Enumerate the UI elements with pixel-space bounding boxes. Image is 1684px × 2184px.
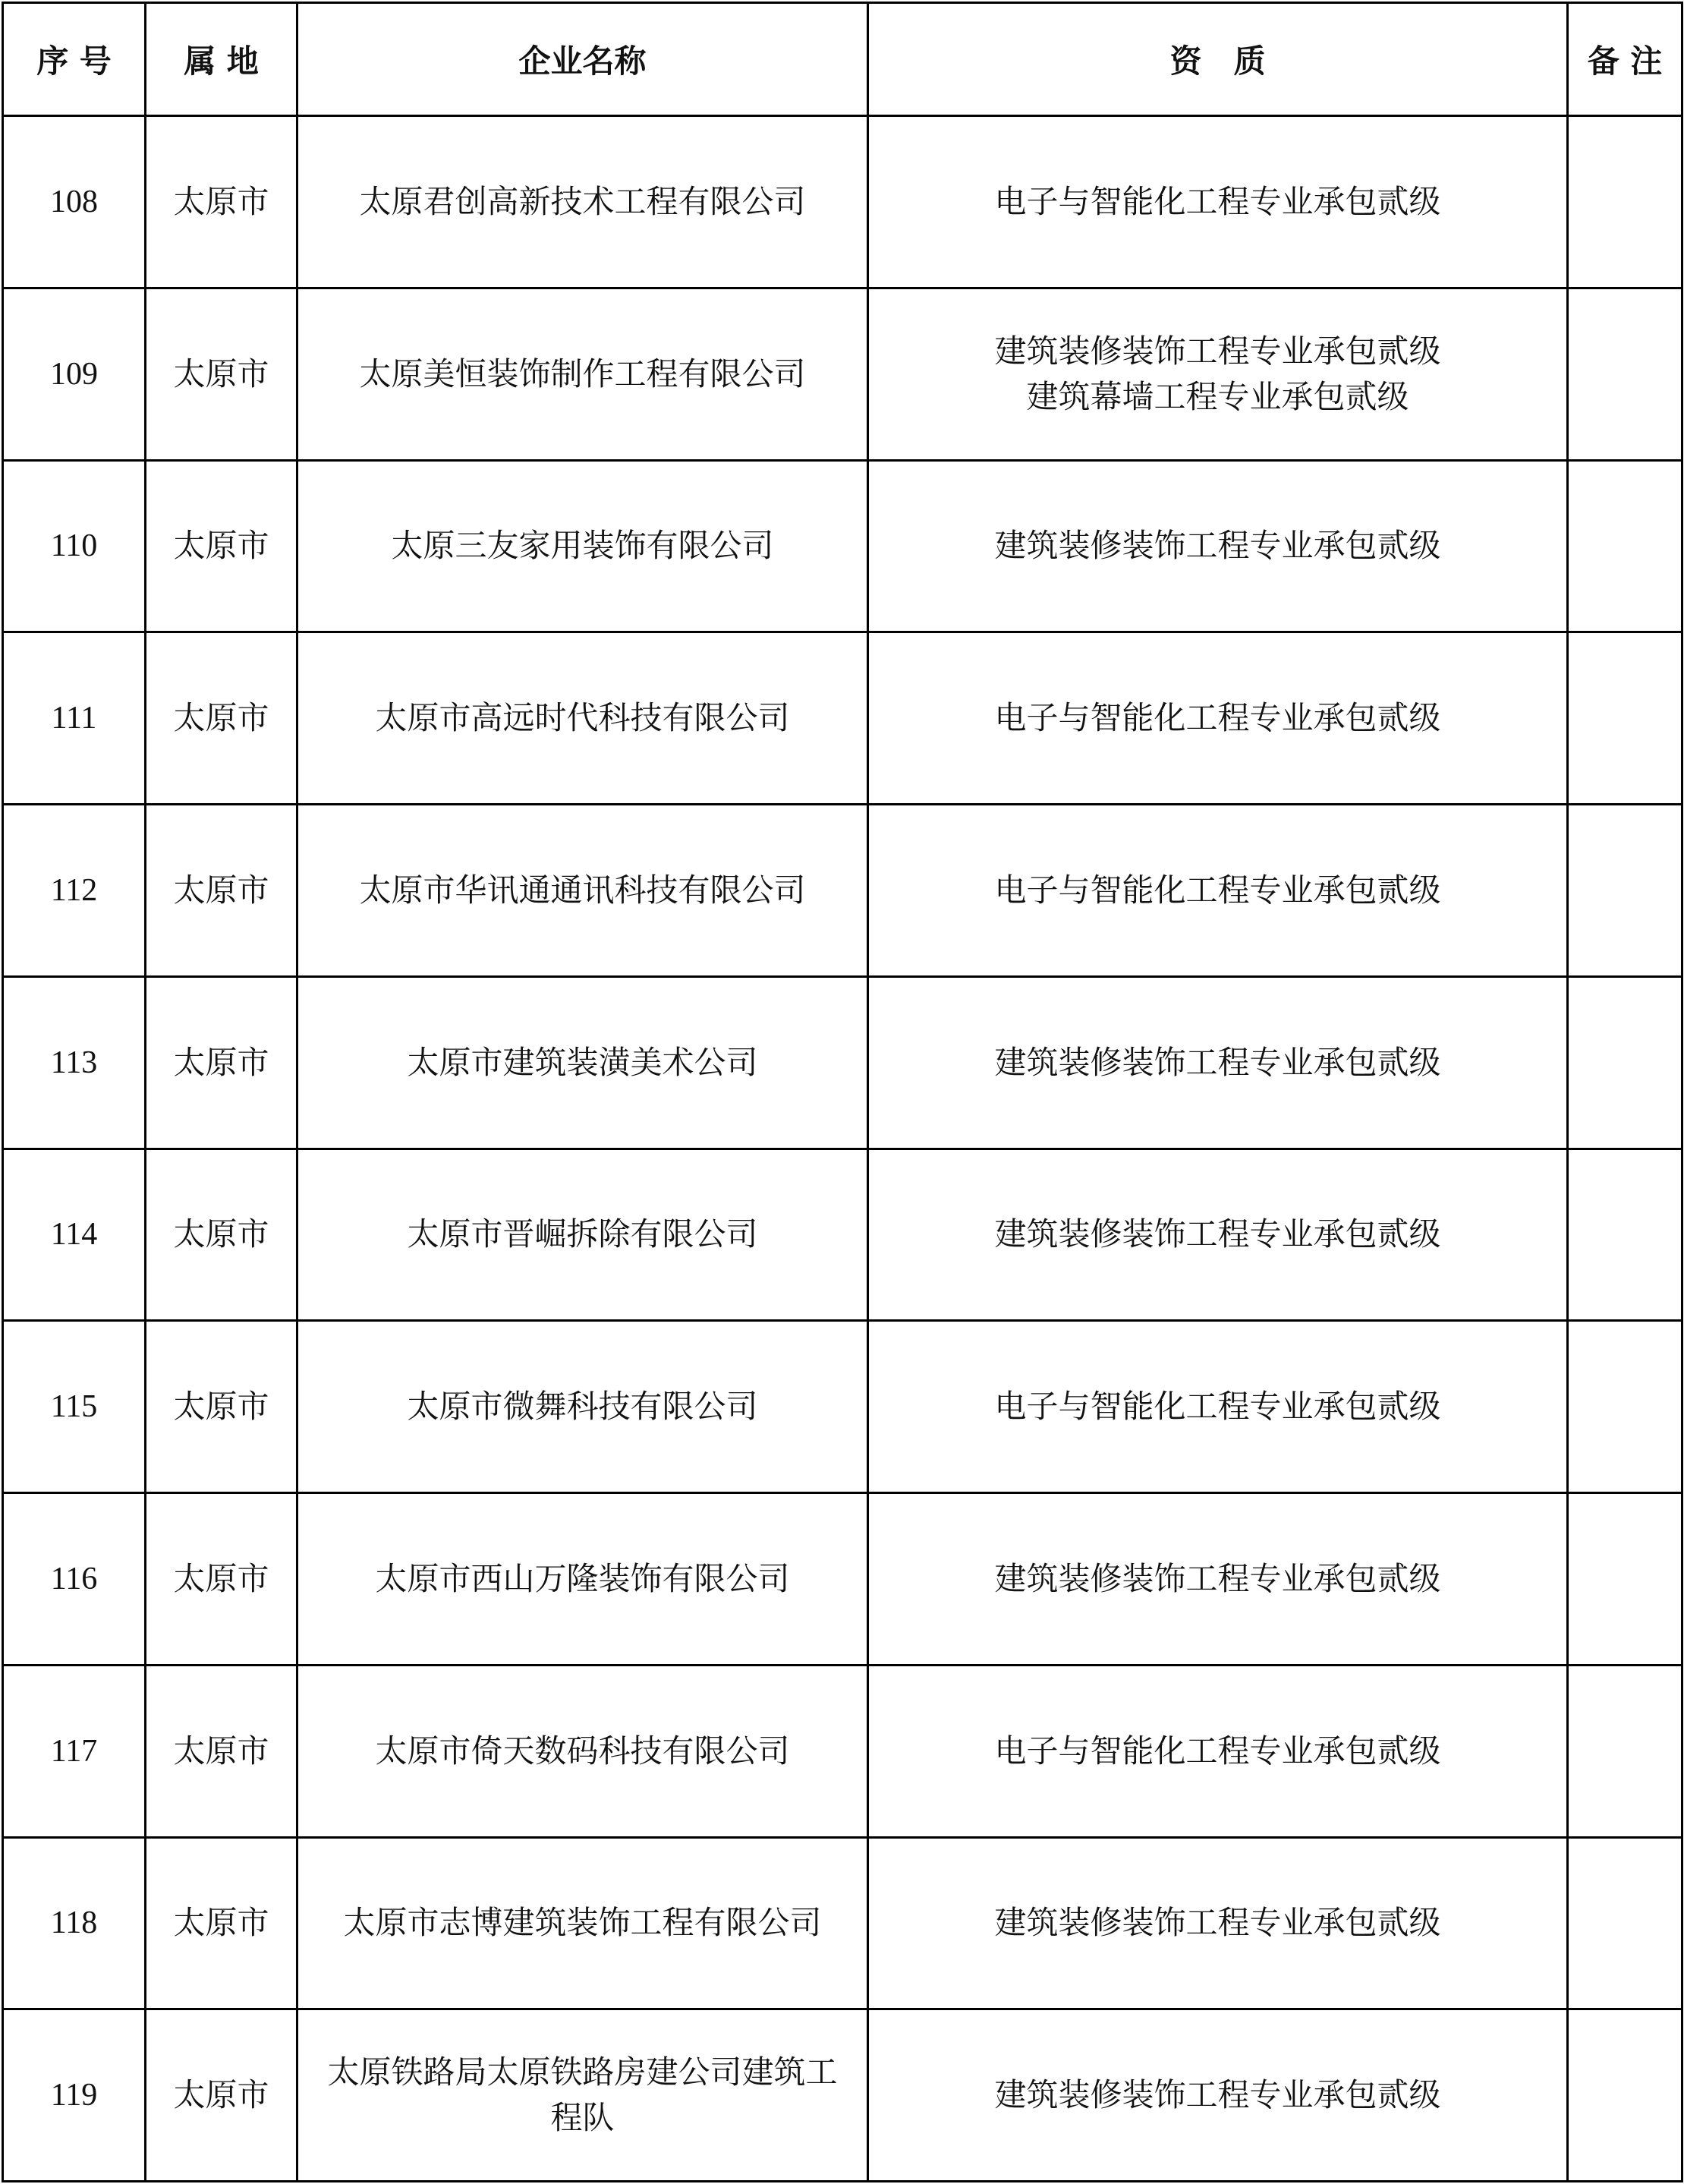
table-row xyxy=(3,805,1682,977)
cell-qualification xyxy=(868,1149,1568,1321)
cell-remarks xyxy=(1568,116,1682,288)
cell-company xyxy=(297,2009,868,2182)
cell-remarks xyxy=(1568,288,1682,460)
table-row xyxy=(3,976,1682,1149)
enterprise-qualification-table xyxy=(2,2,1683,2182)
header-row xyxy=(3,3,1682,116)
qualification-line: 建筑幕墙工程专业承包贰级 xyxy=(1026,377,1409,415)
cell-qualification xyxy=(868,288,1568,460)
header-remarks: 备 注 xyxy=(1568,3,1682,116)
company-line: 太原市建筑装潢美术公司 xyxy=(407,1043,758,1081)
cell-index: 108 xyxy=(3,116,146,288)
qualification-line: 建筑装修装饰工程专业承包贰级 xyxy=(994,332,1441,370)
qualification-line: 建筑装修装饰工程专业承包贰级 xyxy=(994,2076,1441,2114)
cell-qualification xyxy=(868,460,1568,632)
table-row xyxy=(3,2009,1682,2182)
cell-region: 太原市 xyxy=(146,288,297,460)
table-header xyxy=(3,3,1682,116)
qualification-line: 建筑装修装饰工程专业承包贰级 xyxy=(994,1043,1441,1081)
company-line: 太原市微舞科技有限公司 xyxy=(407,1388,758,1426)
qualification-line: 电子与智能化工程专业承包贰级 xyxy=(994,1732,1441,1770)
cell-index: 113 xyxy=(3,976,146,1149)
cell-company xyxy=(297,976,868,1149)
cell-region: 太原市 xyxy=(146,1493,297,1666)
cell-qualification xyxy=(868,1665,1568,1837)
qualification-line: 建筑装修装饰工程专业承包贰级 xyxy=(994,1215,1441,1253)
company-line: 程队 xyxy=(550,2099,615,2137)
cell-region: 太原市 xyxy=(146,1149,297,1321)
cell-qualification xyxy=(868,1837,1568,2009)
company-line: 太原市志博建筑装饰工程有限公司 xyxy=(343,1904,822,1942)
cell-index: 114 xyxy=(3,1149,146,1321)
company-line: 太原市西山万隆装饰有限公司 xyxy=(375,1559,790,1597)
header-qualification: 资 质 xyxy=(868,3,1568,116)
company-line: 太原君创高新技术工程有限公司 xyxy=(359,182,806,220)
cell-index: 118 xyxy=(3,1837,146,2009)
cell-company xyxy=(297,1493,868,1666)
cell-remarks xyxy=(1568,1321,1682,1493)
qualification-line: 电子与智能化工程专业承包贰级 xyxy=(994,1388,1441,1426)
cell-region: 太原市 xyxy=(146,632,297,805)
cell-company xyxy=(297,1321,868,1493)
company-line: 太原市倚天数码科技有限公司 xyxy=(375,1732,790,1770)
cell-index: 111 xyxy=(3,632,146,805)
cell-index: 116 xyxy=(3,1493,146,1666)
cell-index: 112 xyxy=(3,805,146,977)
qualification-line: 建筑装修装饰工程专业承包贰级 xyxy=(994,1904,1441,1942)
table-row xyxy=(3,1321,1682,1493)
qualification-line: 电子与智能化工程专业承包贰级 xyxy=(994,182,1441,220)
cell-remarks xyxy=(1568,1665,1682,1837)
cell-index: 115 xyxy=(3,1321,146,1493)
table-row xyxy=(3,116,1682,288)
cell-qualification xyxy=(868,805,1568,977)
company-line: 太原美恒装饰制作工程有限公司 xyxy=(359,355,806,392)
cell-remarks xyxy=(1568,1149,1682,1321)
cell-qualification xyxy=(868,1493,1568,1666)
table-row xyxy=(3,1837,1682,2009)
cell-remarks xyxy=(1568,1493,1682,1666)
table-row xyxy=(3,288,1682,460)
header-company: 企业名称 xyxy=(297,3,868,116)
cell-remarks xyxy=(1568,2009,1682,2182)
cell-region: 太原市 xyxy=(146,116,297,288)
cell-company xyxy=(297,1149,868,1321)
cell-company xyxy=(297,1665,868,1837)
cell-qualification xyxy=(868,632,1568,805)
qualification-line: 建筑装修装饰工程专业承包贰级 xyxy=(994,1559,1441,1597)
cell-qualification xyxy=(868,2009,1568,2182)
cell-qualification xyxy=(868,976,1568,1149)
cell-region: 太原市 xyxy=(146,976,297,1149)
cell-qualification xyxy=(868,1321,1568,1493)
cell-region: 太原市 xyxy=(146,1837,297,2009)
table-body xyxy=(3,116,1682,2182)
cell-remarks xyxy=(1568,805,1682,977)
cell-company xyxy=(297,116,868,288)
table-row xyxy=(3,460,1682,632)
header-index: 序 号 xyxy=(3,3,146,116)
cell-remarks xyxy=(1568,632,1682,805)
header-region: 属 地 xyxy=(146,3,297,116)
cell-remarks xyxy=(1568,976,1682,1149)
cell-index: 109 xyxy=(3,288,146,460)
cell-remarks xyxy=(1568,460,1682,632)
cell-region: 太原市 xyxy=(146,460,297,632)
qualification-line: 电子与智能化工程专业承包贰级 xyxy=(994,699,1441,737)
table-row xyxy=(3,1665,1682,1837)
cell-company xyxy=(297,288,868,460)
company-line: 太原市高远时代科技有限公司 xyxy=(375,699,790,737)
cell-region: 太原市 xyxy=(146,1321,297,1493)
qualification-line: 电子与智能化工程专业承包贰级 xyxy=(994,871,1441,909)
qualification-line: 建筑装修装饰工程专业承包贰级 xyxy=(994,527,1441,565)
table-row xyxy=(3,1149,1682,1321)
cell-qualification xyxy=(868,116,1568,288)
cell-company xyxy=(297,805,868,977)
cell-company xyxy=(297,632,868,805)
company-line: 太原市晋崛拆除有限公司 xyxy=(407,1215,758,1253)
company-line: 太原三友家用装饰有限公司 xyxy=(391,527,774,565)
cell-region: 太原市 xyxy=(146,1665,297,1837)
cell-index: 110 xyxy=(3,460,146,632)
cell-region: 太原市 xyxy=(146,2009,297,2182)
company-line: 太原市华讯通通讯科技有限公司 xyxy=(359,871,806,909)
table-row xyxy=(3,1493,1682,1666)
cell-region: 太原市 xyxy=(146,805,297,977)
table-row xyxy=(3,632,1682,805)
cell-index: 119 xyxy=(3,2009,146,2182)
cell-index: 117 xyxy=(3,1665,146,1837)
cell-remarks xyxy=(1568,1837,1682,2009)
cell-company xyxy=(297,460,868,632)
company-line: 太原铁路局太原铁路房建公司建筑工 xyxy=(327,2053,838,2091)
cell-company xyxy=(297,1837,868,2009)
